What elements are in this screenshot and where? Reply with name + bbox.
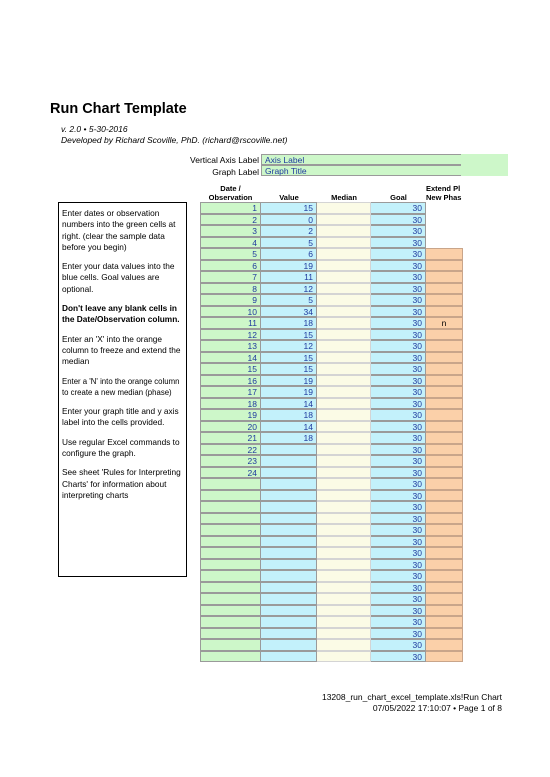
date-cell[interactable] bbox=[200, 524, 261, 536]
extend-phase-cell[interactable] bbox=[426, 375, 463, 387]
extend-phase-cell[interactable] bbox=[426, 547, 463, 559]
median-cell[interactable] bbox=[317, 547, 371, 559]
value-cell[interactable] bbox=[261, 490, 317, 502]
date-cell[interactable]: 12 bbox=[200, 329, 261, 341]
goal-cell[interactable]: 30 bbox=[371, 478, 426, 490]
extend-phase-cell[interactable] bbox=[426, 329, 463, 341]
date-cell[interactable]: 17 bbox=[200, 386, 261, 398]
instruction-4: Enter an 'X' into the orange column to freeze and extend the median bbox=[62, 333, 181, 367]
date-cell[interactable] bbox=[200, 478, 261, 490]
date-cell[interactable] bbox=[200, 593, 261, 605]
extend-phase-cell[interactable] bbox=[426, 214, 463, 226]
median-cell[interactable] bbox=[317, 398, 371, 410]
median-cell[interactable] bbox=[317, 478, 371, 490]
value-cell[interactable]: 15 bbox=[261, 329, 317, 341]
footer-file: 13208_run_chart_excel_template.xls!Run Chart bbox=[321, 692, 502, 702]
value-cell[interactable]: 15 bbox=[261, 352, 317, 364]
header-value: Value bbox=[279, 193, 299, 202]
date-cell[interactable] bbox=[200, 513, 261, 525]
goal-cell[interactable]: 30 bbox=[371, 628, 426, 640]
label-cell-extension bbox=[461, 154, 508, 176]
goal-cell[interactable]: 30 bbox=[371, 375, 426, 387]
date-cell[interactable]: 4 bbox=[200, 237, 261, 249]
median-cell[interactable] bbox=[317, 375, 371, 387]
date-cell[interactable]: 10 bbox=[200, 306, 261, 318]
extend-phase-cell[interactable] bbox=[426, 593, 463, 605]
extend-phase-cell[interactable] bbox=[426, 352, 463, 364]
date-cell[interactable]: 11 bbox=[200, 317, 261, 329]
header-date-line1: Date / bbox=[220, 184, 241, 193]
date-cell[interactable]: 6 bbox=[200, 260, 261, 272]
extend-phase-cell[interactable] bbox=[426, 639, 463, 651]
date-cell[interactable]: 19 bbox=[200, 409, 261, 421]
page-title: Run Chart Template bbox=[50, 101, 187, 117]
median-cell[interactable] bbox=[317, 559, 371, 571]
goal-cell[interactable]: 30 bbox=[371, 616, 426, 628]
goal-cell[interactable]: 30 bbox=[371, 398, 426, 410]
median-cell[interactable] bbox=[317, 283, 371, 295]
extend-phase-cell[interactable] bbox=[426, 248, 463, 260]
value-cell[interactable] bbox=[261, 616, 317, 628]
extend-phase-cell[interactable] bbox=[426, 559, 463, 571]
author-text: Developed by Richard Scoville, PhD. (richard@rscoville.net) bbox=[61, 135, 288, 145]
date-cell[interactable]: 1 bbox=[200, 202, 261, 214]
goal-cell[interactable]: 30 bbox=[371, 651, 426, 663]
value-cell[interactable]: 11 bbox=[261, 271, 317, 283]
extend-phase-cell[interactable] bbox=[426, 616, 463, 628]
instruction-7: Use regular Excel commands to configure the graph. bbox=[62, 436, 180, 459]
date-cell[interactable]: 23 bbox=[200, 455, 261, 467]
date-cell[interactable] bbox=[200, 628, 261, 640]
value-cell[interactable]: 19 bbox=[261, 375, 317, 387]
median-cell[interactable] bbox=[317, 248, 371, 260]
value-cell[interactable]: 34 bbox=[261, 306, 317, 318]
date-cell[interactable]: 15 bbox=[200, 363, 261, 375]
extend-phase-cell[interactable] bbox=[426, 524, 463, 536]
median-cell[interactable] bbox=[317, 225, 371, 237]
median-cell[interactable] bbox=[317, 444, 371, 456]
value-cell[interactable] bbox=[261, 455, 317, 467]
goal-cell[interactable]: 30 bbox=[371, 271, 426, 283]
extend-phase-cell[interactable] bbox=[426, 363, 463, 375]
extend-phase-cell[interactable] bbox=[426, 432, 463, 444]
value-cell[interactable]: 15 bbox=[261, 363, 317, 375]
date-cell[interactable] bbox=[200, 536, 261, 548]
value-cell[interactable]: 18 bbox=[261, 317, 317, 329]
goal-cell[interactable]: 30 bbox=[371, 317, 426, 329]
extend-phase-cell[interactable] bbox=[426, 455, 463, 467]
graph-label-input[interactable]: Graph Title bbox=[261, 165, 508, 176]
extend-phase-cell[interactable] bbox=[426, 202, 463, 214]
header-extend-line2: New Phas bbox=[426, 193, 462, 202]
date-cell[interactable] bbox=[200, 570, 261, 582]
median-cell[interactable] bbox=[317, 329, 371, 341]
date-cell[interactable] bbox=[200, 490, 261, 502]
goal-cell[interactable]: 30 bbox=[371, 559, 426, 571]
instruction-5: Enter a 'N' into the orange column to create a new median (phase) bbox=[62, 376, 180, 397]
goal-cell[interactable]: 30 bbox=[371, 513, 426, 525]
value-cell[interactable]: 6 bbox=[261, 248, 317, 260]
goal-cell[interactable]: 30 bbox=[371, 329, 426, 341]
value-cell[interactable] bbox=[261, 478, 317, 490]
extend-phase-cell[interactable] bbox=[426, 570, 463, 582]
goal-cell[interactable]: 30 bbox=[371, 547, 426, 559]
instruction-3: Don't leave any blank cells in the Date/Observation column. bbox=[62, 303, 180, 325]
date-cell[interactable]: 3 bbox=[200, 225, 261, 237]
value-cell[interactable]: 19 bbox=[261, 260, 317, 272]
goal-cell[interactable]: 30 bbox=[371, 340, 426, 352]
goal-cell[interactable]: 30 bbox=[371, 455, 426, 467]
median-cell[interactable] bbox=[317, 490, 371, 502]
goal-cell[interactable]: 30 bbox=[371, 225, 426, 237]
value-cell[interactable]: 18 bbox=[261, 409, 317, 421]
value-cell[interactable]: 0 bbox=[261, 214, 317, 226]
median-cell[interactable] bbox=[317, 501, 371, 513]
value-cell[interactable]: 5 bbox=[261, 237, 317, 249]
header-median: Median bbox=[331, 193, 357, 202]
date-cell[interactable] bbox=[200, 582, 261, 594]
goal-cell[interactable]: 30 bbox=[371, 467, 426, 479]
value-cell[interactable] bbox=[261, 651, 317, 663]
extend-phase-cell[interactable] bbox=[426, 582, 463, 594]
extend-phase-cell[interactable] bbox=[426, 444, 463, 456]
median-cell[interactable] bbox=[317, 639, 371, 651]
goal-cell[interactable]: 30 bbox=[371, 593, 426, 605]
goal-cell[interactable]: 30 bbox=[371, 524, 426, 536]
date-cell[interactable]: 2 bbox=[200, 214, 261, 226]
median-cell[interactable] bbox=[317, 570, 371, 582]
median-cell[interactable] bbox=[317, 294, 371, 306]
date-cell[interactable]: 22 bbox=[200, 444, 261, 456]
date-cell[interactable]: 24 bbox=[200, 467, 261, 479]
value-cell[interactable] bbox=[261, 593, 317, 605]
extend-phase-cell[interactable] bbox=[426, 306, 463, 318]
extend-phase-cell[interactable]: n bbox=[426, 317, 463, 329]
value-cell[interactable]: 14 bbox=[261, 421, 317, 433]
goal-cell[interactable]: 30 bbox=[371, 605, 426, 617]
extend-phase-cell[interactable] bbox=[426, 225, 463, 237]
date-cell[interactable] bbox=[200, 616, 261, 628]
value-cell[interactable]: 12 bbox=[261, 283, 317, 295]
goal-cell[interactable]: 30 bbox=[371, 639, 426, 651]
date-cell[interactable]: 16 bbox=[200, 375, 261, 387]
date-cell[interactable]: 14 bbox=[200, 352, 261, 364]
median-cell[interactable] bbox=[317, 536, 371, 548]
extend-phase-cell[interactable] bbox=[426, 283, 463, 295]
extend-phase-cell[interactable] bbox=[426, 628, 463, 640]
value-cell[interactable] bbox=[261, 559, 317, 571]
extend-phase-cell[interactable] bbox=[426, 294, 463, 306]
date-cell[interactable]: 13 bbox=[200, 340, 261, 352]
header-extend-line1: Extend Pl bbox=[426, 184, 461, 193]
graph-label-caption: Graph Label bbox=[212, 167, 259, 177]
value-cell[interactable] bbox=[261, 605, 317, 617]
date-cell[interactable]: 5 bbox=[200, 248, 261, 260]
header-goal: Goal bbox=[390, 193, 407, 202]
goal-cell[interactable]: 30 bbox=[371, 536, 426, 548]
median-cell[interactable] bbox=[317, 421, 371, 433]
median-cell[interactable] bbox=[317, 593, 371, 605]
goal-cell[interactable]: 30 bbox=[371, 237, 426, 249]
instruction-8: See sheet 'Rules for Interpreting Charts' for information about interpreting charts bbox=[62, 467, 181, 500]
value-cell[interactable] bbox=[261, 570, 317, 582]
value-cell[interactable]: 19 bbox=[261, 386, 317, 398]
median-cell[interactable] bbox=[317, 409, 371, 421]
median-cell[interactable] bbox=[317, 352, 371, 364]
date-cell[interactable]: 8 bbox=[200, 283, 261, 295]
goal-cell[interactable]: 30 bbox=[371, 306, 426, 318]
extend-phase-cell[interactable] bbox=[426, 260, 463, 272]
value-cell[interactable]: 18 bbox=[261, 432, 317, 444]
value-cell[interactable]: 15 bbox=[261, 202, 317, 214]
goal-cell[interactable]: 30 bbox=[371, 386, 426, 398]
extend-phase-cell[interactable] bbox=[426, 605, 463, 617]
goal-cell[interactable]: 30 bbox=[371, 352, 426, 364]
vertical-axis-label-input[interactable]: Axis Label bbox=[261, 154, 508, 165]
goal-cell[interactable]: 30 bbox=[371, 444, 426, 456]
value-cell[interactable] bbox=[261, 628, 317, 640]
median-cell[interactable] bbox=[317, 432, 371, 444]
median-cell[interactable] bbox=[317, 202, 371, 214]
value-cell[interactable]: 5 bbox=[261, 294, 317, 306]
value-cell[interactable] bbox=[261, 501, 317, 513]
goal-cell[interactable]: 30 bbox=[371, 294, 426, 306]
date-cell[interactable]: 21 bbox=[200, 432, 261, 444]
value-cell[interactable] bbox=[261, 524, 317, 536]
header-extend bbox=[426, 184, 466, 202]
date-cell[interactable]: 18 bbox=[200, 398, 261, 410]
extend-phase-cell[interactable] bbox=[426, 237, 463, 249]
median-cell[interactable] bbox=[317, 616, 371, 628]
extend-phase-cell[interactable] bbox=[426, 340, 463, 352]
goal-cell[interactable]: 30 bbox=[371, 570, 426, 582]
extend-phase-cell[interactable] bbox=[426, 501, 463, 513]
date-cell[interactable] bbox=[200, 651, 261, 663]
goal-cell[interactable]: 30 bbox=[371, 363, 426, 375]
median-cell[interactable] bbox=[317, 214, 371, 226]
median-cell[interactable] bbox=[317, 651, 371, 663]
date-cell[interactable] bbox=[200, 639, 261, 651]
goal-cell[interactable]: 30 bbox=[371, 248, 426, 260]
date-cell[interactable] bbox=[200, 547, 261, 559]
goal-cell[interactable]: 30 bbox=[371, 501, 426, 513]
extend-phase-cell[interactable] bbox=[426, 421, 463, 433]
goal-cell[interactable]: 30 bbox=[371, 582, 426, 594]
value-cell[interactable] bbox=[261, 582, 317, 594]
value-cell[interactable]: 14 bbox=[261, 398, 317, 410]
median-cell[interactable] bbox=[317, 455, 371, 467]
median-cell[interactable] bbox=[317, 317, 371, 329]
extend-phase-cell[interactable] bbox=[426, 409, 463, 421]
date-cell[interactable]: 7 bbox=[200, 271, 261, 283]
extend-phase-cell[interactable] bbox=[426, 536, 463, 548]
date-cell[interactable]: 9 bbox=[200, 294, 261, 306]
instructions-box bbox=[58, 202, 187, 577]
date-cell[interactable] bbox=[200, 605, 261, 617]
goal-cell[interactable]: 30 bbox=[371, 202, 426, 214]
value-cell[interactable] bbox=[261, 467, 317, 479]
instruction-1: Enter dates or observation numbers into the green cells at right. (clear the sample data before you begin) bbox=[62, 208, 176, 252]
value-cell[interactable] bbox=[261, 444, 317, 456]
extend-phase-cell[interactable] bbox=[426, 478, 463, 490]
extend-phase-cell[interactable] bbox=[426, 386, 463, 398]
median-cell[interactable] bbox=[317, 340, 371, 352]
goal-cell[interactable]: 30 bbox=[371, 260, 426, 272]
median-cell[interactable] bbox=[317, 628, 371, 640]
date-cell[interactable] bbox=[200, 559, 261, 571]
median-cell[interactable] bbox=[317, 363, 371, 375]
vertical-axis-label-caption: Vertical Axis Label bbox=[190, 155, 259, 165]
goal-cell[interactable]: 30 bbox=[371, 283, 426, 295]
extend-phase-cell[interactable] bbox=[426, 651, 463, 663]
median-cell[interactable] bbox=[317, 306, 371, 318]
header-date bbox=[200, 184, 261, 202]
value-cell[interactable] bbox=[261, 639, 317, 651]
median-cell[interactable] bbox=[317, 513, 371, 525]
median-cell[interactable] bbox=[317, 271, 371, 283]
goal-cell[interactable]: 30 bbox=[371, 214, 426, 226]
goal-cell[interactable]: 30 bbox=[371, 409, 426, 421]
extend-phase-cell[interactable] bbox=[426, 398, 463, 410]
date-cell[interactable] bbox=[200, 501, 261, 513]
median-cell[interactable] bbox=[317, 524, 371, 536]
version-text: v. 2.0 • 5-30-2016 bbox=[61, 124, 128, 134]
median-cell[interactable] bbox=[317, 237, 371, 249]
median-cell[interactable] bbox=[317, 260, 371, 272]
extend-phase-cell[interactable] bbox=[426, 490, 463, 502]
value-cell[interactable]: 2 bbox=[261, 225, 317, 237]
value-cell[interactable]: 12 bbox=[261, 340, 317, 352]
median-cell[interactable] bbox=[317, 467, 371, 479]
goal-cell[interactable]: 30 bbox=[371, 490, 426, 502]
extend-phase-cell[interactable] bbox=[426, 467, 463, 479]
instruction-6: Enter your graph title and y axis label into the cells provided. bbox=[62, 406, 179, 428]
value-cell[interactable] bbox=[261, 513, 317, 525]
goal-cell[interactable]: 30 bbox=[371, 421, 426, 433]
extend-phase-cell[interactable] bbox=[426, 271, 463, 283]
value-cell[interactable] bbox=[261, 547, 317, 559]
header-date-line2: Observation bbox=[208, 193, 253, 202]
median-cell[interactable] bbox=[317, 582, 371, 594]
extend-phase-cell[interactable] bbox=[426, 513, 463, 525]
goal-cell[interactable]: 30 bbox=[371, 432, 426, 444]
date-cell[interactable]: 20 bbox=[200, 421, 261, 433]
instruction-2: Enter your data values into the blue cells. Goal values are optional. bbox=[62, 261, 175, 294]
footer-date: 07/05/2022 17:10:07 • Page 1 of 8 bbox=[372, 703, 502, 713]
median-cell[interactable] bbox=[317, 605, 371, 617]
median-cell[interactable] bbox=[317, 386, 371, 398]
value-cell[interactable] bbox=[261, 536, 317, 548]
